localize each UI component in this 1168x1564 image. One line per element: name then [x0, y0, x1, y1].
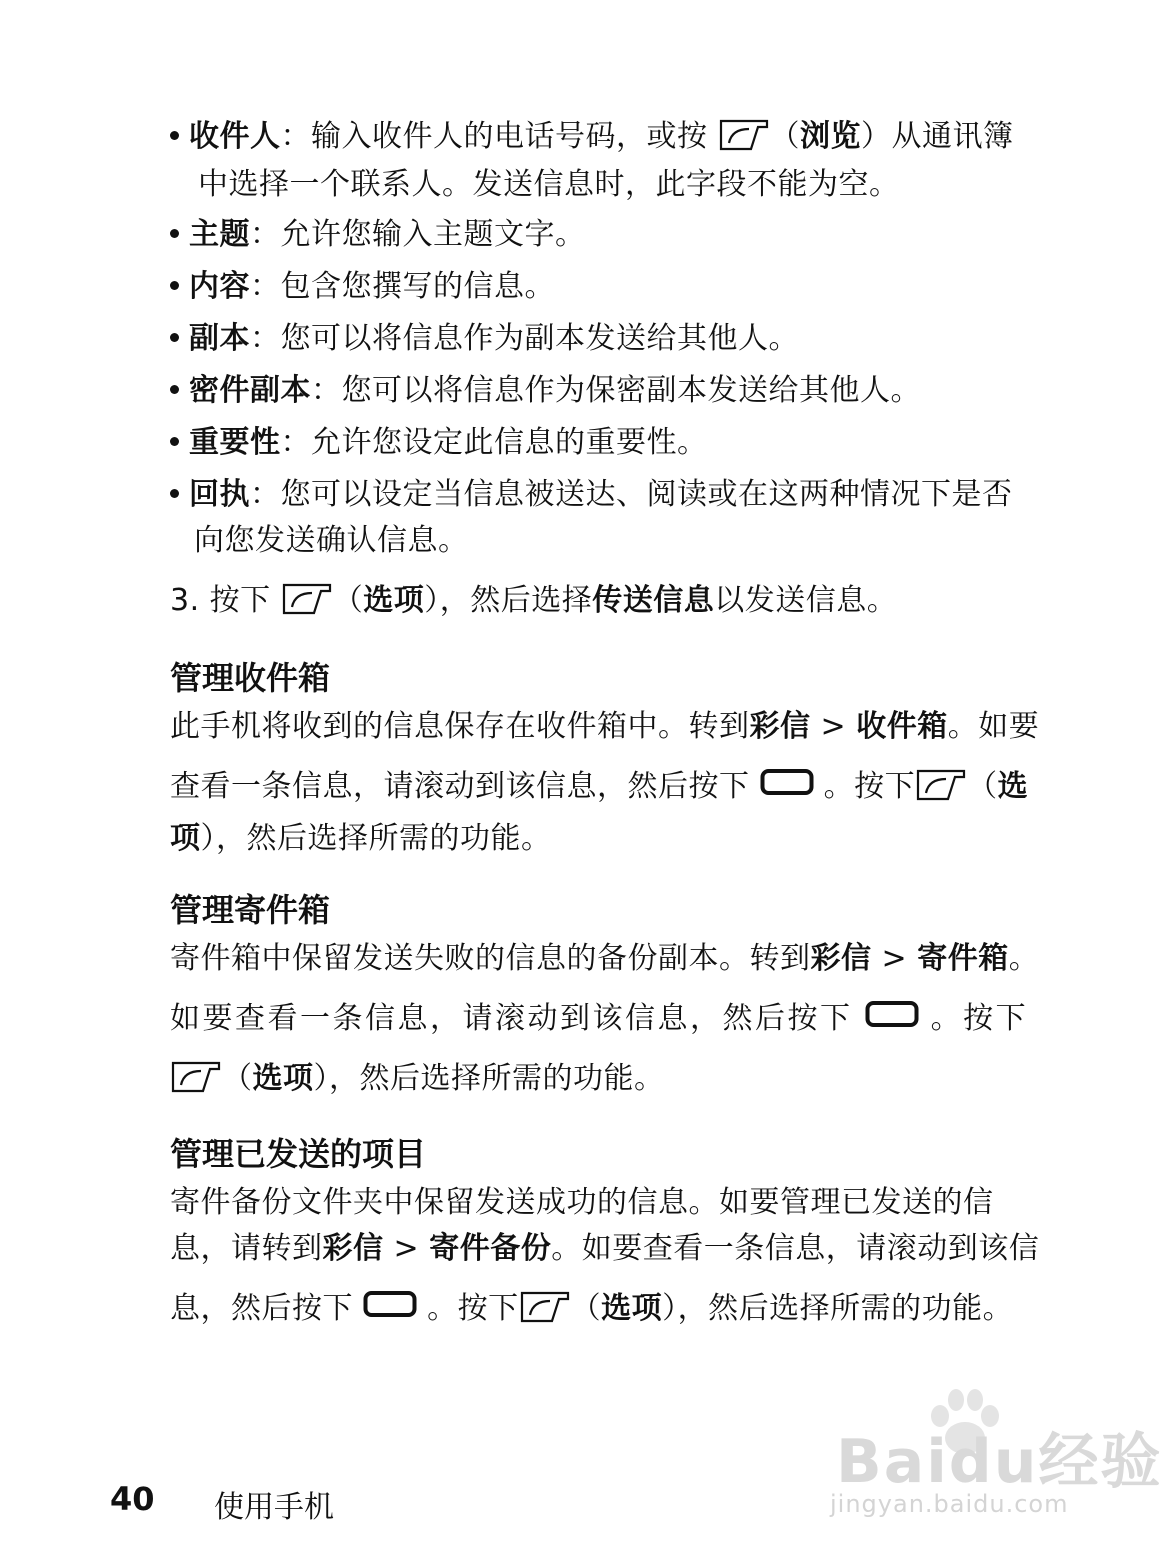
page-number: 40	[110, 1480, 155, 1518]
section-heading-outbox: 管理寄件箱	[170, 891, 331, 929]
bullet-recipient: 收件人：输入收件人的电话号码，或按 （浏览）从通讯簿	[170, 116, 1014, 158]
left-soft-key-icon	[915, 768, 967, 802]
left-soft-key-icon	[170, 1060, 222, 1094]
bullet-dot	[170, 333, 179, 342]
bullet-dot	[170, 385, 179, 394]
bullet-recipient-cont: 中选择一个联系人。发送信息时，此字段不能为空。	[198, 167, 900, 202]
center-select-key-icon	[760, 768, 814, 796]
bullet-dot	[170, 229, 179, 238]
bullet-bcc: 密件副本：您可以将信息作为保密副本发送给其他人。	[170, 370, 921, 412]
center-select-key-icon	[865, 1000, 919, 1028]
inbox-line-3: 项），然后选择所需的功能。	[170, 821, 552, 856]
bullet-label: 收件人	[189, 119, 281, 154]
bullet-dot	[170, 281, 179, 290]
left-soft-key-icon	[519, 1290, 571, 1324]
section-heading-inbox: 管理收件箱	[170, 659, 331, 697]
left-soft-key-icon	[281, 582, 333, 616]
left-soft-key-icon	[718, 118, 770, 152]
bullet-priority: 重要性：允许您设定此信息的重要性。	[170, 422, 708, 464]
bullet-cc: 副本：您可以将信息作为副本发送给其他人。	[170, 318, 799, 360]
bullet-dot	[170, 437, 179, 446]
bullet-dot	[170, 131, 179, 140]
section-heading-sent: 管理已发送的项目	[170, 1135, 427, 1173]
outbox-line-3: （选项），然后选择所需的功能。	[170, 1058, 665, 1100]
inbox-line-1: 此手机将收到的信息保存在收件箱中。转到彩信 > 收件箱。如要	[170, 709, 1040, 744]
bullet-subject: 主题：允许您输入主题文字。	[170, 214, 586, 256]
inbox-line-2: 查看一条信息，请滚动到该信息，然后按下 。按下 （选	[170, 769, 1029, 804]
bullet-receipt: 回执：您可以设定当信息被送达、阅读或在这两种情况下是否	[170, 474, 1013, 516]
bullet-dot	[170, 489, 179, 498]
sent-line-3: 息，然后按下 。按下 （选项），然后选择所需的功能。	[170, 1291, 1014, 1326]
outbox-line-2: 如要查看一条信息，请滚动到该信息，然后按下 。按下	[170, 1001, 1029, 1036]
watermark-url: jingyan.baidu.com	[830, 1490, 1069, 1518]
sent-line-1: 寄件备份文件夹中保留发送成功的信息。如要管理已发送的信	[170, 1185, 994, 1220]
step-3: 3. 按下 （选项），然后选择传送信息以发送信息。	[170, 583, 898, 618]
bullet-receipt-cont: 向您发送确认信息。	[194, 523, 469, 558]
center-select-key-icon	[363, 1290, 417, 1318]
section-label: 使用手机	[214, 1490, 334, 1525]
sent-line-2: 息，请转到彩信 > 寄件备份。如要查看一条信息，请滚动到该信	[170, 1231, 1040, 1266]
watermark-brand: Baidu经验	[836, 1427, 1163, 1497]
bullet-content: 内容：包含您撰写的信息。	[170, 266, 555, 308]
outbox-line-1: 寄件箱中保留发送失败的信息的备份副本。转到彩信 > 寄件箱。	[170, 941, 1040, 976]
